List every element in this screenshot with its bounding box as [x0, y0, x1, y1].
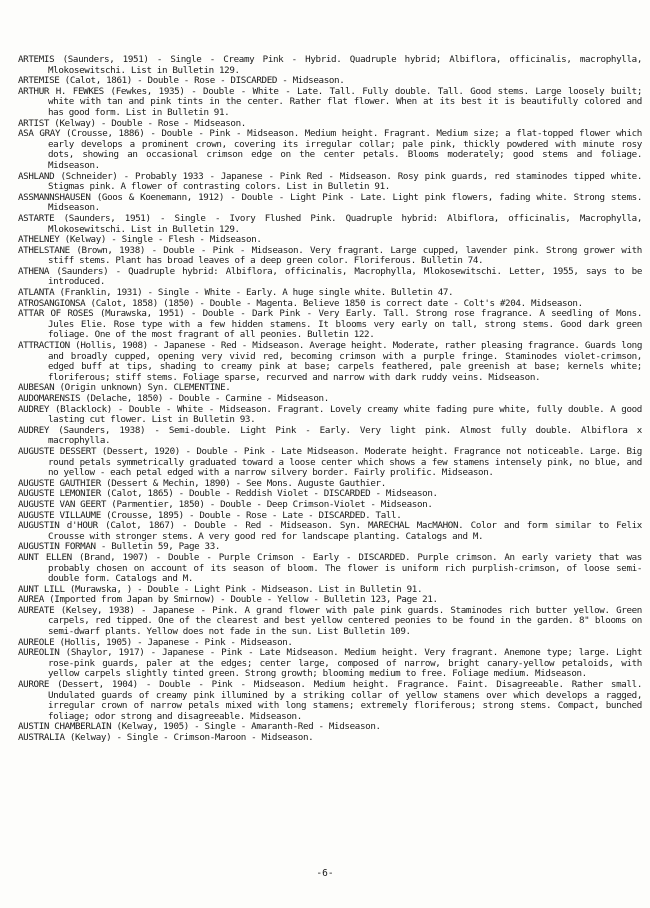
- entry-artemise: ARTEMISE (Calot, 1861) - Double - Rose - DISCARDED - Midseason.: [18, 75, 345, 87]
- entry-attraction: ATTRACTION (Hollis, 1908) - Japanese - Red - Midseason. Average height. Moderate, rather pleasing fragrance. Guards long and broadly cupped, opening very vivid red, becoming crimson with a purple fringe. Staminodes violet-crimson, edged buff at tips, shading to creamy pink at base; carpels feathered, pale greenish at base; kernels white; floriferous; stiff stems. Foliage sparse, recurved and narrow with dark ruddy veins. Midseason.: [18, 340, 642, 383]
- entry-attar-of-roses: ATTAR OF ROSES (Murawska, 1951) - Double - Dark Pink - Very Early. Tall. Strong rose fragrance. A seedling of Mons. Jules Elie. Rose type with a few hidden stamens. It blooms very early on tall, strong stems. Good dark green foliage. One of the most fragrant of all peonies. Bulletin 122.: [18, 308, 642, 341]
- entry-aurea: AUREA (Imported from Japan by Smirnow) - Double - Yellow - Bulletin 123, Page 21.: [18, 594, 438, 606]
- entry-artist: ARTIST (Kelway) - Double - Rose - Midseason.: [18, 117, 246, 129]
- entry-aurore: AURORE (Dessert, 1904) - Double - Pink - Midseason. Medium height. Fragrance. Faint. Disagreeable. Rather small. Undulated guards of creamy pink illumined by a striking collar of yellow stamens over which develops a ragged, irregular crown of narrow petals mixed with long stamens; extremely floriferous; strong stems. Compact, bunched foliage; odor strong and disagreeable. Midseason.: [18, 679, 642, 722]
- entry-atrosangionsa: ATROSANGIONSA (Calot, 1858) (1850) - Double - Magenta. Believe 1850 is correct date - Colt's #204. Midseason.: [18, 297, 583, 309]
- entry-arthur-h-fewkes: ARTHUR H. FEWKES (Fewkes, 1935) - Double - White - Late. Tall. Fully double. Tall. Good stems. Large loosely built; white with tan and pink tints in the center. Rather flat flower. When at its best it is beautifully colored and has good form. List in Bulletin 91.: [18, 85, 642, 118]
- entry-aunt-ellen: AUNT ELLEN (Brand, 1907) - Double - Purple Crimson - Early - DISCARDED. Purple crimson. An early variety that was probably chosen on account of its season of bloom. The flower is uniform rich purplish-crimson, of loose semi-double form. Catalogs and M.: [18, 551, 642, 585]
- entry-aureolin: AUREOLIN (Shaylor, 1917) - Japanese - Pink - Late Midseason. Medium height. Very fragrant. Anemone type; large. Light rose-pink guards, paler at the edges; center large, composed of narrow, bright canary-yellow petaloids, with yellow carpels slightly tinted green. Strong growth; blooming medium to free. Foliage medium. Midseason.: [18, 647, 642, 680]
- entry-auguste-villaume: AUGUSTE VILLAUME (Crousse, 1895) - Double - Rose - Late - DISCARDED. Tall.: [18, 509, 402, 521]
- entry-astarte: ASTARTE (Saunders, 1951) - Single - Ivory Flushed Pink. Quadruple hybrid: Albiflora, officinalis, Macrophylla, Mlokosewitschi. List in Bulletin 129.: [18, 212, 642, 235]
- entry-australia: AUSTRALIA (Kelway) - Single - Crimson-Maroon - Midseason.: [18, 732, 314, 743]
- entry-ashland: ASHLAND (Schneider) - Probably 1933 - Japanese - Pink Red - Midseason. Rosy pink guards, red staminodes tipped white. Stigmas pink. A flower of contrasting colors. List in Bulletin 91.: [18, 170, 642, 193]
- entry-audrey-blacklock: AUDREY (Blacklock) - Double - White - Midseason. Fragrant. Lovely creamy white fading pure white, fully double. A good lasting cut flower. List in Bulletin 93.: [18, 403, 642, 426]
- entry-aubesan: AUBESAN (Origin unknown) Syn. CLEMENTINE.: [18, 382, 231, 394]
- entry-auguste-van-geert: AUGUSTE VAN GEERT (Parmentier, 1850) - Double - Deep Crimson-Violet - Midseason.: [18, 498, 433, 510]
- entry-aureate: AUREATE (Kelsey, 1938) - Japanese - Pink. A grand flower with pale pink guards. Staminodes rich butter yellow. Green carpels, red tipped. One of the clearest and best yellow centered peonies to be found in the garden. 8" blooms on semi-dwarf plants. Yellow does not fade in the sun. List Bulletin 109.: [18, 604, 642, 638]
- entry-aureole: AUREOLE (Hollis, 1905) - Japanese - Pink - Midseason.: [18, 636, 293, 648]
- entry-austin-chamberlain: AUSTIN CHAMBERLAIN (Kelway, 1905) - Single - Amaranth-Red - Midseason.: [18, 721, 381, 733]
- entry-artemis: ARTEMIS (Saunders, 1951) - Single - Creamy Pink - Hybrid. Quadruple hybrid; Albiflora, officinalis, macrophylla, Mlokosewitschi. List in Bulletin 129.: [18, 54, 642, 76]
- entry-auguste-dessert: AUGUSTE DESSERT (Dessert, 1920) - Double - Pink - Late Midseason. Moderate height. Fragrance not noticeable. Large. Big round petals symmetrically graduated toward a loose center which shows a few stamens intensely pink, no blue, and no yellow - each petal edged with a narrow silvery border. Fairly prolific. Midseason.: [18, 445, 642, 479]
- entry-audrey-saunders: AUDREY (Saunders, 1938) - Semi-double. Light Pink - Early. Very light pink. Almost fully double. Albiflora x macrophylla.: [18, 424, 642, 447]
- entry-augustin-forman: AUGUSTIN FORMAN - Bulletin 59, Page 33.: [18, 541, 221, 553]
- entry-athelstane: ATHELSTANE (Brown, 1938) - Double - Pink - Midseason. Very fragrant. Large cupped, lavender pink. Strong grower with stiff stems. Plant has broad leaves of a deep green color. Floriferous. Bulletin 74.: [18, 244, 642, 267]
- entry-auguste-gauthier: AUGUSTE GAUTHIER (Dessert & Mechin, 1890) - See Mons. Auguste Gauthier.: [18, 477, 386, 489]
- peony-entry-list: [18, 55, 642, 744]
- entry-atlanta: ATLANTA (Franklin, 1931) - Single - White - Early. A huge single white. Bulletin 47.: [18, 287, 454, 299]
- entry-assmannshausen: ASSMANNSHAUSEN (Goos & Koenemann, 1912) - Double - Light Pink - Late. Light pink flowers, fading white. Strong stems. Midseason.: [18, 191, 642, 214]
- entry-auguste-lemonier: AUGUSTE LEMONIER (Calot, 1865) - Double - Reddish Violet - DISCARDED - Midseason.: [18, 488, 438, 500]
- page-number: -6-: [316, 868, 334, 879]
- entry-athelney: ATHELNEY (Kelway) - Single - Flesh - Midseason.: [18, 234, 262, 246]
- entry-athena: ATHENA (Saunders) - Quadruple hybrid: Albiflora, officinalis, Macrophylla, Mlokosewitschi. Letter, 1955, says to be introduced.: [18, 265, 642, 288]
- entry-asa-gray: ASA GRAY (Crousse, 1886) - Double - Pink - Midseason. Medium height. Fragrant. Medium size; a flat-topped flower which early develops a prominent crown, covering its irregular collar; pale pink, thickly powdered with minute rosy dots, showing an occasional crimson edge on the center petals. Blooms moderately; good stems and foliage. Midseason.: [18, 128, 642, 171]
- entry-augustin-dhour: AUGUSTIN d'HOUR (Calot, 1867) - Double - Red - Midseason. Syn. MARECHAL MacMAHON. Color and form similar to Felix Crousse with stronger stems. A very good red for landscape planting. Catalogs and M.: [18, 520, 642, 542]
- entry-aunt-lill: AUNT LILL (Murawska, ) - Double - Light Pink - Midseason. List in Bulletin 91.: [18, 583, 423, 595]
- entry-audomarensis: AUDOMARENSIS (Delache, 1850) - Double - Carmine - Midseason.: [18, 393, 329, 404]
